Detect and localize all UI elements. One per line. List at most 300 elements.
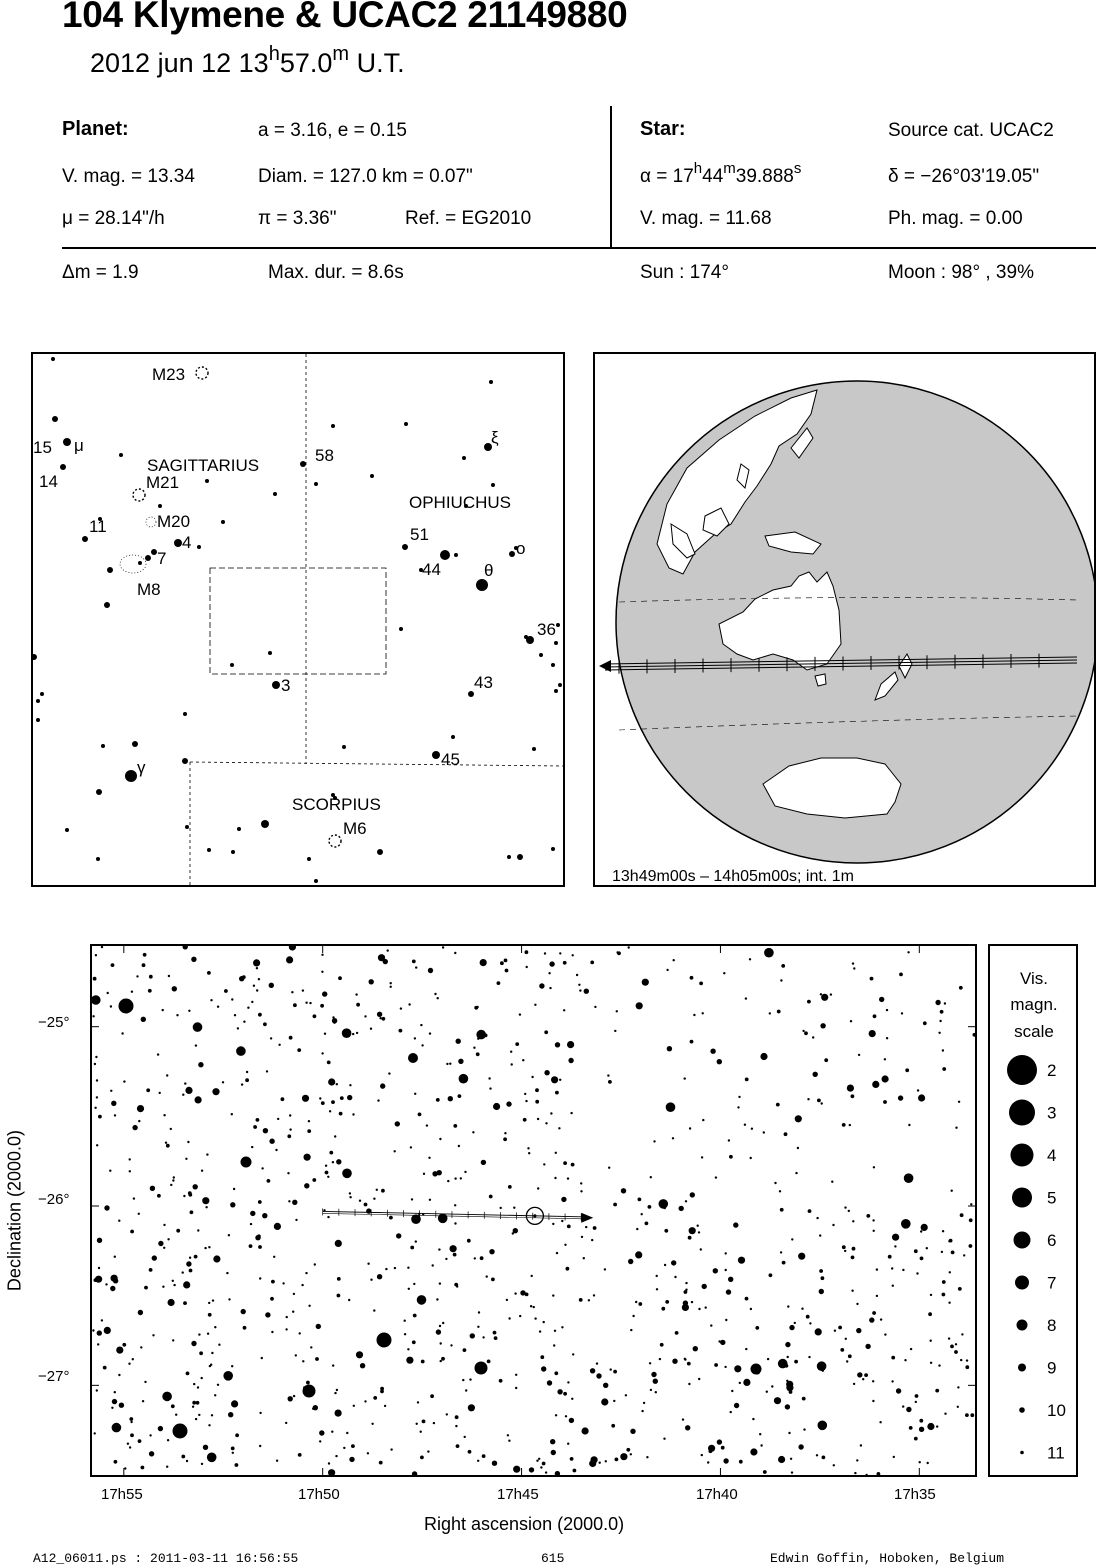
chart-star [512, 1232, 514, 1234]
label-14: 14 [39, 472, 58, 491]
chart-star [190, 1210, 194, 1214]
chart-star [197, 1386, 199, 1388]
chart-star [172, 986, 177, 991]
chart-star [337, 1294, 341, 1298]
m23-marker [196, 367, 208, 379]
chart-star [720, 1340, 725, 1345]
chart-star [269, 1139, 274, 1144]
chart-star [399, 1029, 403, 1033]
chart-star [437, 1170, 442, 1175]
chart-star [319, 1097, 321, 1099]
label-3: 3 [281, 676, 291, 695]
label-mu: μ [74, 436, 84, 455]
hours-text: 13 [238, 48, 269, 78]
chart-star [636, 1002, 643, 1009]
chart-star [349, 1192, 351, 1194]
chart-star [902, 1405, 904, 1407]
chart-star [416, 1423, 418, 1425]
chart-star [232, 1452, 234, 1454]
chart-star [734, 1365, 741, 1372]
finder-star [36, 718, 40, 722]
chart-star [731, 1390, 733, 1392]
chart-star [515, 1387, 517, 1389]
m20-marker [146, 517, 156, 527]
chart-star [638, 1302, 642, 1306]
chart-star [584, 989, 589, 994]
minutes-text: 57.0 [279, 48, 333, 78]
chart-star [660, 1343, 664, 1347]
finder-star [237, 827, 241, 831]
chart-star [778, 1359, 788, 1369]
chart-star [580, 1182, 582, 1184]
chart-star [152, 1334, 154, 1336]
finder-star [119, 453, 123, 457]
chart-star [942, 1280, 946, 1284]
finder-star [370, 474, 374, 478]
chart-star [234, 1014, 236, 1016]
chart-star [456, 1285, 458, 1287]
chart-star [321, 971, 323, 973]
chart-star [107, 992, 109, 994]
chart-star [390, 986, 392, 988]
chart-star [395, 1121, 400, 1126]
chart-star [919, 1461, 921, 1463]
chart-star [359, 1200, 361, 1202]
chart-star [129, 1158, 131, 1160]
chart-star [414, 1093, 416, 1095]
chart-star [774, 1182, 776, 1184]
chart-star [328, 1078, 335, 1085]
chart-bright-star [751, 1364, 762, 1375]
chart-star [245, 1078, 249, 1082]
chart-star [698, 1308, 700, 1310]
chart-star [921, 1224, 928, 1231]
chart-star [579, 989, 581, 991]
chart-star [869, 1317, 874, 1322]
finder-star [268, 651, 272, 655]
chart-star [915, 1401, 917, 1403]
chart-star [872, 1400, 874, 1402]
finder-star [491, 483, 495, 487]
chart-star [381, 1189, 385, 1193]
chart-star [136, 975, 138, 977]
chart-star [698, 1231, 700, 1233]
chart-star [801, 1308, 803, 1310]
chart-star [129, 1417, 133, 1421]
globe-svg [595, 354, 1094, 885]
chart-star [462, 1379, 464, 1381]
chart-star [439, 1282, 441, 1284]
chart-star [410, 1146, 412, 1148]
chart-star [879, 1421, 881, 1423]
chart-star [201, 1463, 203, 1465]
chart-star [508, 1317, 510, 1319]
chart-star [450, 1245, 457, 1252]
chart-star [723, 972, 725, 974]
chart-star [691, 1301, 693, 1303]
finder-star [60, 464, 66, 470]
chart-star [737, 1106, 739, 1108]
chart-star [92, 995, 101, 1005]
chart-star [246, 1071, 248, 1073]
chart-star [565, 1415, 567, 1417]
chart-star [751, 1128, 753, 1130]
chart-star [508, 1440, 510, 1442]
chart-star [377, 1274, 382, 1279]
chart-star [642, 979, 649, 986]
chart-star [187, 1141, 189, 1143]
chart-star [552, 1294, 554, 1296]
chart-star [876, 1268, 878, 1270]
chart-star [208, 1313, 212, 1317]
chart-star [271, 1331, 273, 1333]
chart-star [534, 1317, 536, 1319]
chart-star [613, 1400, 615, 1402]
chart-star [109, 1170, 111, 1172]
chart-star [554, 1371, 558, 1375]
chart-star [196, 1401, 200, 1405]
chart-star [643, 1402, 645, 1404]
chart-bright-star [377, 1333, 392, 1348]
chart-star [571, 1163, 575, 1167]
chart-star [433, 1422, 435, 1424]
chart-star [351, 1444, 355, 1448]
chart-star [250, 1223, 252, 1225]
chart-star [733, 1222, 738, 1227]
chart-star [798, 1444, 803, 1449]
chart-star [848, 1210, 850, 1212]
finder-star [273, 492, 277, 496]
chart-star [454, 952, 456, 954]
chart-star [531, 1076, 533, 1078]
label-43: 43 [474, 673, 493, 692]
chart-star [185, 1087, 192, 1094]
chart-star [939, 1020, 941, 1022]
chart-star [965, 1413, 969, 1417]
chart-star [550, 1112, 552, 1114]
chart-star [817, 1361, 827, 1371]
ytick-26: −26° [38, 1191, 70, 1208]
chart-star [94, 1432, 96, 1434]
chart-star [157, 1053, 159, 1055]
chart-star [563, 1161, 567, 1165]
chart-star [289, 946, 296, 951]
chart-star [785, 1342, 790, 1347]
chart-star [527, 1147, 529, 1149]
chart-star [222, 1081, 224, 1083]
chart-star [702, 1012, 704, 1014]
chart-star [558, 1127, 560, 1129]
chart-star [481, 1160, 486, 1165]
chart-star [892, 1285, 894, 1287]
chart-star [806, 1315, 810, 1319]
chart-star [454, 1177, 456, 1179]
xtick-17h40: 17h40 [696, 1486, 738, 1503]
chart-star [963, 1254, 965, 1256]
chart-star [815, 1328, 822, 1335]
chart-star [645, 1222, 649, 1226]
chart-star [195, 1096, 202, 1103]
chart-star [445, 1258, 447, 1260]
chart-star [506, 1101, 511, 1106]
chart-star [567, 1225, 571, 1229]
chart-star [641, 1213, 643, 1215]
chart-star [789, 1325, 794, 1330]
chart-star [440, 1342, 442, 1344]
chart-star [243, 1326, 247, 1330]
chart-star [110, 1005, 112, 1007]
chart-star [327, 1216, 329, 1218]
chart-star [312, 1178, 316, 1182]
finder-star [556, 623, 560, 627]
chart-star [92, 1015, 94, 1017]
chart-star [474, 1006, 478, 1010]
chart-star [745, 1348, 747, 1350]
chart-star [749, 958, 751, 960]
chart-star [816, 1217, 818, 1219]
chart-star [464, 1171, 466, 1173]
chart-star [822, 1370, 824, 1372]
chart-star [544, 952, 546, 954]
chart-star [726, 1289, 731, 1294]
chart-star [439, 1138, 441, 1140]
chart-star [172, 1179, 174, 1181]
chart-star [802, 1030, 804, 1032]
chart-star [938, 1032, 940, 1034]
chart-star [390, 982, 392, 984]
chart-star [208, 1246, 210, 1248]
chart-star [842, 1123, 846, 1127]
chart-star [570, 1112, 572, 1114]
chart-star [788, 1432, 790, 1434]
chart-star [415, 1240, 417, 1242]
chart-star [281, 1097, 285, 1101]
finder-star [36, 699, 40, 703]
chart-star [876, 1295, 878, 1297]
chart-star [97, 1343, 99, 1345]
chart-star [818, 1421, 828, 1431]
chart-star [223, 1371, 233, 1381]
chart-star [138, 1120, 140, 1122]
chart-star [378, 954, 385, 961]
chart-star [182, 1094, 184, 1096]
finder-star [82, 536, 88, 542]
chart-star [364, 1400, 366, 1402]
chart-star [856, 1459, 858, 1461]
chart-star [872, 1081, 879, 1088]
chart-star [214, 1394, 216, 1396]
chart-star [336, 1159, 341, 1164]
chart-star [944, 1002, 946, 1004]
chart-star [755, 1326, 759, 1330]
chart-star [603, 1383, 608, 1388]
chart-star [555, 1152, 557, 1154]
chart-star [306, 1381, 310, 1385]
finder-star [551, 847, 555, 851]
chart-star [505, 970, 507, 972]
finder-star [451, 735, 455, 739]
chart-star [572, 954, 574, 956]
chart-star [251, 1001, 253, 1003]
chart-star [959, 986, 963, 990]
chart-star [543, 1321, 545, 1323]
chart-star [274, 1223, 281, 1230]
chart-star [388, 1072, 390, 1074]
chart-star [396, 1233, 401, 1238]
finder-star [509, 551, 515, 557]
chart-star [258, 1013, 262, 1017]
scale-dot [1009, 1100, 1035, 1126]
finder-star [307, 857, 311, 861]
label-36: 36 [537, 620, 556, 639]
chart-star [653, 1140, 655, 1142]
table-horizontal-divider [62, 247, 1096, 249]
chart-star [851, 1256, 855, 1260]
chart-star [195, 1044, 197, 1046]
chart-star [228, 1412, 233, 1417]
chart-star [713, 1268, 718, 1273]
x-axis-label: Right ascension (2000.0) [424, 1514, 625, 1534]
planet-parallax: π = 3.36" [258, 208, 337, 229]
chart-star [491, 1278, 495, 1282]
scale-label: 3 [1047, 1103, 1057, 1123]
chart-star [886, 1009, 888, 1011]
chart-star [150, 1186, 155, 1191]
chart-star [482, 1454, 486, 1458]
chart-star [417, 1401, 419, 1403]
finder-star [158, 504, 162, 508]
chart-star [390, 1448, 392, 1450]
chart-star [314, 1263, 316, 1265]
chart-star [728, 1139, 730, 1141]
chart-star [121, 1032, 123, 1034]
chart-star [519, 1013, 521, 1015]
chart-star [844, 1250, 846, 1252]
chart-star [553, 1344, 555, 1346]
chart-star [342, 1169, 352, 1179]
chart-star [610, 1368, 612, 1370]
chart-star [648, 1205, 652, 1209]
chart-star [960, 1359, 962, 1361]
chart-star [96, 1144, 98, 1146]
chart-star [183, 1301, 187, 1305]
chart-star [437, 997, 439, 999]
chart-star [463, 1348, 467, 1352]
chart-star [951, 1251, 955, 1255]
chart-star [914, 1249, 918, 1253]
chart-star [550, 1439, 555, 1444]
chart-star [203, 1445, 208, 1450]
chart-star [472, 1131, 474, 1133]
chart-star [231, 1447, 235, 1451]
chart-star [915, 1394, 919, 1398]
chart-star [304, 1154, 311, 1161]
chart-star [295, 1354, 297, 1356]
chart-star [529, 1467, 534, 1472]
chart-star [834, 1330, 836, 1332]
chart-star [862, 1378, 864, 1380]
chart-star [210, 999, 212, 1001]
chart-star [277, 1118, 279, 1120]
chart-star [412, 1340, 416, 1344]
chart-star [104, 1327, 111, 1334]
star-chart [90, 944, 977, 1477]
scale-items [1007, 1055, 1066, 1463]
chart-star [950, 1345, 954, 1349]
chart-star [373, 1309, 375, 1311]
chart-star [965, 1365, 969, 1369]
chart-star [191, 957, 196, 962]
chart-star [564, 1244, 566, 1246]
chart-star [583, 1257, 585, 1259]
chart-star [538, 1458, 540, 1460]
chart-star [258, 1245, 262, 1249]
finder-star [331, 424, 335, 428]
chart-star [315, 1357, 319, 1361]
chart-star [969, 1218, 973, 1222]
chart-star [208, 1302, 210, 1304]
chart-star [418, 1113, 422, 1117]
chart-star [613, 1203, 617, 1207]
chart-star [231, 1365, 233, 1367]
chart-star [288, 1200, 290, 1202]
chart-star [745, 997, 747, 999]
chart-star [253, 959, 260, 966]
chart-star [787, 1305, 789, 1307]
scale-label: 7 [1047, 1273, 1057, 1293]
star-phmag: Ph. mag. = 0.00 [888, 208, 1023, 229]
chart-star [305, 1272, 307, 1274]
chart-star [551, 1076, 558, 1083]
finder-map [31, 352, 565, 887]
chart-star [141, 1017, 146, 1022]
chart-star [438, 1214, 448, 1224]
chart-star [259, 1445, 261, 1447]
chart-star [267, 1179, 271, 1183]
chart-star [942, 1067, 946, 1071]
chart-star [848, 1354, 852, 1358]
chart-star [96, 1096, 98, 1098]
sun-elongation: Sun : 174° [640, 262, 729, 283]
event-datetime [90, 43, 405, 79]
chart-star [172, 1339, 174, 1341]
chart-star [288, 1396, 293, 1401]
chart-star [567, 1381, 569, 1383]
chart-star [212, 1088, 219, 1095]
chart-star [132, 1125, 137, 1130]
chart-star [865, 1344, 870, 1349]
chart-star [162, 1009, 164, 1011]
finder-star [145, 555, 151, 561]
scale-dot [1015, 1276, 1029, 1290]
chart-star [441, 1357, 445, 1361]
chart-star [394, 1150, 396, 1152]
chart-star [576, 974, 578, 976]
scale-label: 2 [1047, 1061, 1057, 1080]
chart-star [784, 1132, 788, 1136]
chart-star [807, 1098, 809, 1100]
chart-star [360, 1363, 365, 1368]
chart-star [320, 1004, 324, 1008]
chart-star [276, 1460, 278, 1462]
chart-star [630, 1429, 635, 1434]
chart-star [685, 1200, 687, 1202]
chart-star [909, 1426, 913, 1430]
chart-star [349, 1196, 351, 1198]
chart-star [794, 1360, 798, 1364]
chart-star [820, 993, 822, 995]
finder-star [231, 850, 235, 854]
